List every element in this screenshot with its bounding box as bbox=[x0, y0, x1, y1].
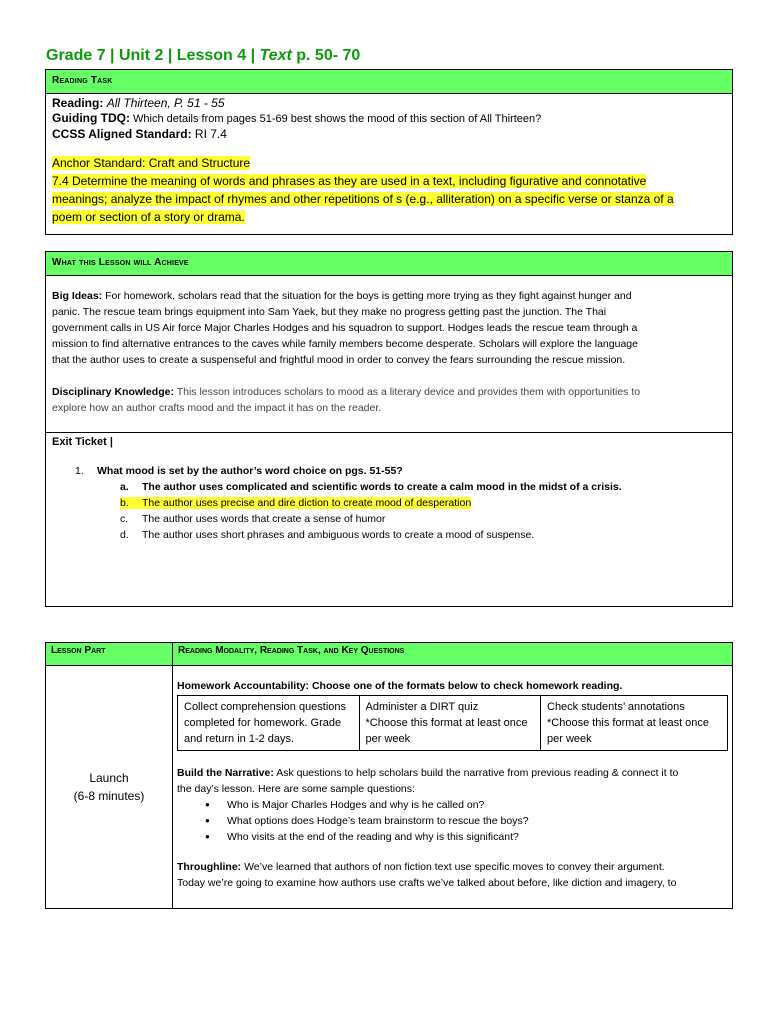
part-time: (6-8 minutes) bbox=[73, 789, 145, 803]
list-item: ● Who visits at the end of the reading and why is this significant? bbox=[227, 829, 728, 845]
option-b bbox=[120, 497, 471, 509]
reading-label: Reading: bbox=[52, 96, 104, 110]
reading-value: All Thirteen, P. 51 - 55 bbox=[106, 96, 225, 110]
list-item: ● What options does Hodge’s team brainstorm to rescue the boys? bbox=[227, 813, 728, 829]
option-b-letter: b. bbox=[120, 497, 129, 509]
big-ideas-label: Big Ideas: bbox=[52, 290, 103, 302]
throughline-line-1: We’ve learned that authors of non fiction text use specific moves to convey their argument. bbox=[244, 861, 665, 873]
option-b-text: The author uses precise and dire diction to create mood of desperation bbox=[142, 497, 472, 509]
option-c-letter: c. bbox=[120, 513, 129, 525]
disciplinary-knowledge-label: Disciplinary Knowledge: bbox=[52, 386, 174, 398]
ccss-label: CCSS Aligned Standard: bbox=[52, 127, 192, 141]
title-prefix: Grade 7 | Unit 2 | Lesson 4 | bbox=[46, 47, 260, 64]
dk-line-2: explore how an author crafts mood and the impact it has on the reader. bbox=[52, 402, 382, 414]
title-text-word: Text bbox=[259, 47, 292, 64]
reading-task-body bbox=[46, 94, 732, 230]
dk-line-1: This lesson introduces scholars to mood as a literary device and provides them with opportunities to bbox=[176, 386, 641, 398]
list-item: ● Who is Major Charles Hodges and why is he called on? bbox=[227, 797, 728, 813]
narrative-line-2: the day’s lesson. Here are some sample questions: bbox=[177, 783, 415, 795]
big-ideas-line-3: government calls in US Air force Major Charles Hodges and his squadron to support. Hodges leads the rescue team through a bbox=[52, 322, 638, 334]
achieve-header: What this Lesson will Achieve bbox=[46, 252, 732, 276]
standard-line-1: 7.4 Determine the meaning of words and phrases as they are used in a text, including figurative and connotative bbox=[52, 174, 647, 188]
standard-line-3: poem or section of a story or drama. bbox=[52, 210, 245, 224]
big-ideas-line-4: mission to find alternative entrances to the caves while family members become desperate. Scholars will explore the language bbox=[52, 338, 638, 350]
col-lesson-part: Lesson Part bbox=[46, 643, 173, 666]
format-2: Administer a DIRT quiz *Choose this format at least once per week bbox=[359, 696, 541, 751]
exit-ticket-header: Exit Ticket | bbox=[52, 436, 113, 448]
title-suffix: p. 50- 70 bbox=[291, 47, 361, 64]
homework-formats-table bbox=[177, 695, 728, 751]
homework-label: Homework Accountability: Choose one of the formats below to check homework reading. bbox=[177, 680, 623, 692]
lesson-table bbox=[45, 642, 733, 909]
option-c bbox=[120, 513, 385, 525]
achieve-box bbox=[45, 251, 733, 433]
throughline-label: Throughline: bbox=[177, 861, 242, 873]
tdq-line bbox=[52, 111, 726, 127]
part-name: Launch bbox=[89, 771, 129, 785]
narrative-line-1: Ask questions to help scholars build the narrative from previous reading & connect it to bbox=[276, 767, 679, 779]
big-ideas-line-2: panic. The rescue team brings equipment into Sam Yaek, but they make no progress getting past the junction. The Thai bbox=[52, 306, 607, 318]
standard-line-2: meanings; analyze the impact of rhymes and other repetitions of s (e.g., alliteration) on a specific verse or stanza of a bbox=[52, 192, 674, 206]
option-a-text: The author uses complicated and scientific words to create a calm mood in the midst of a crisis. bbox=[142, 481, 622, 493]
col-reading-modality: Reading Modality, Reading Task, and Key Questions bbox=[173, 643, 733, 666]
tdq-label: Guiding TDQ: bbox=[52, 111, 130, 125]
exit-question bbox=[75, 465, 403, 477]
ccss-value: RI 7.4 bbox=[194, 127, 227, 141]
narrative-label: Build the Narrative: bbox=[177, 767, 274, 779]
option-a bbox=[120, 481, 622, 493]
question-list bbox=[177, 797, 728, 845]
option-c-text: The author uses words that create a sense of humor bbox=[142, 513, 386, 525]
question-text: What mood is set by the author’s word choice on pgs. 51-55? bbox=[97, 465, 403, 477]
option-d-text: The author uses short phrases and ambiguous words to create a mood of suspense. bbox=[142, 529, 535, 541]
big-ideas-line-5: that the author uses to create a suspenseful and frightful mood in order to convey the fears surrounding the rescue mission. bbox=[52, 354, 626, 366]
reading-line bbox=[52, 96, 726, 111]
reading-task-header: Reading Task bbox=[46, 70, 732, 94]
ccss-line bbox=[52, 127, 726, 142]
page-title bbox=[46, 47, 360, 65]
anchor-standard: Anchor Standard: Craft and Structure bbox=[52, 156, 251, 170]
lesson-part-cell bbox=[46, 666, 173, 909]
build-narrative bbox=[177, 765, 728, 891]
format-3: Check students’ annotations *Choose this format at least once per week bbox=[541, 696, 728, 751]
lesson-content-cell bbox=[173, 666, 733, 909]
option-d-letter: d. bbox=[120, 529, 129, 541]
option-d bbox=[120, 529, 534, 541]
reading-task-box bbox=[45, 69, 733, 235]
achieve-body bbox=[46, 276, 732, 420]
tdq-value: Which details from pages 51-69 best shows the mood of this section of All Thirteen? bbox=[133, 113, 542, 125]
question-number: 1. bbox=[75, 465, 84, 477]
option-a-letter: a. bbox=[120, 481, 129, 493]
throughline-line-2: Today we’re going to examine how authors use crafts we’ve talked about before, like diction and imagery, to bbox=[177, 877, 677, 889]
big-ideas-line-1: For homework, scholars read that the situation for the boys is getting more trying as they fight against hunger and bbox=[105, 290, 632, 302]
format-1: Collect comprehension questions completed for homework. Grade and return in 1-2 days. bbox=[178, 696, 360, 751]
